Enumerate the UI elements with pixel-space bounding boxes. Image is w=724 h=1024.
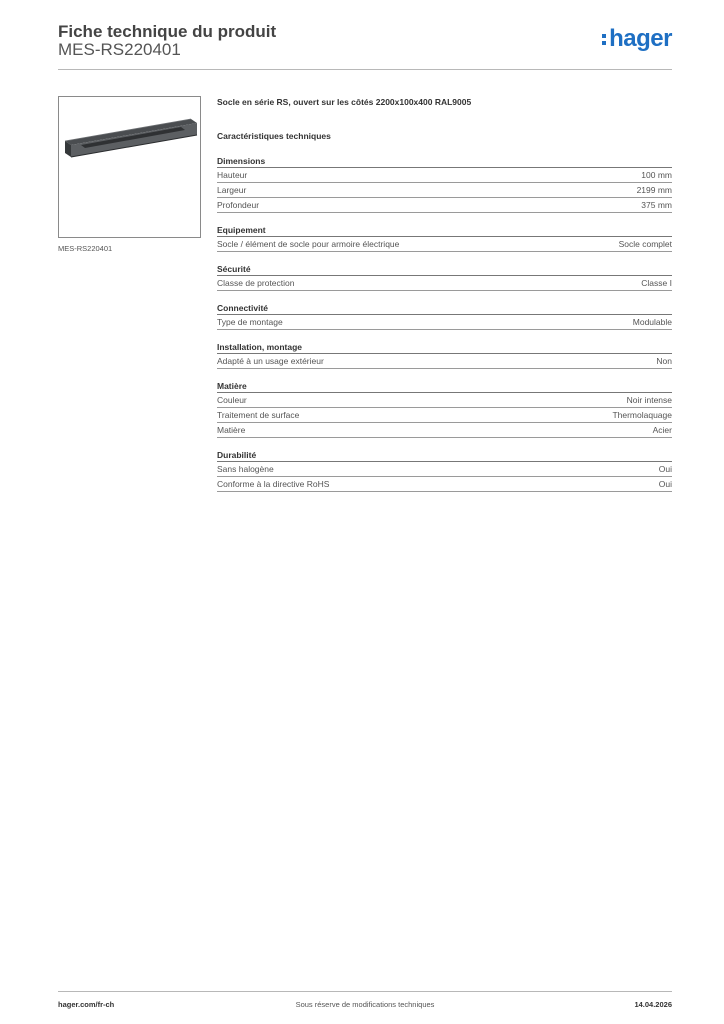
page-footer <box>58 991 672 1015</box>
footer-notice: Sous réserve de modifications techniques <box>295 1000 435 1009</box>
image-caption: MES-RS220401 <box>58 244 113 253</box>
spec-section <box>217 380 672 438</box>
spec-value: Noir intense <box>626 395 672 405</box>
logo-dots-icon <box>602 32 606 46</box>
spec-label: Largeur <box>217 185 247 195</box>
section-title: Installation, montage <box>217 341 672 354</box>
spec-row <box>217 276 672 291</box>
spec-label: Traitement de surface <box>217 410 300 420</box>
spec-value: Oui <box>658 479 672 489</box>
spec-section <box>217 302 672 330</box>
spec-row <box>217 237 672 252</box>
logo-text: hager <box>609 25 672 52</box>
product-description: Socle en série RS, ouvert sur les côtés 2200x100x400 RAL9005 <box>217 97 472 107</box>
spec-label: Hauteur <box>217 170 248 180</box>
spec-row <box>217 408 672 423</box>
spec-value: Non <box>656 356 672 366</box>
spec-row <box>217 168 672 183</box>
product-reference: MES-RS220401 <box>58 40 181 59</box>
spec-label: Matière <box>217 425 246 435</box>
spec-row <box>217 354 672 369</box>
spec-section <box>217 341 672 369</box>
section-title: Sécurité <box>217 263 672 276</box>
spec-row <box>217 198 672 213</box>
spec-value: Oui <box>658 464 672 474</box>
spec-label: Adapté à un usage extérieur <box>217 356 324 366</box>
spec-label: Conforme à la directive RoHS <box>217 479 330 489</box>
spec-row <box>217 183 672 198</box>
spec-row <box>217 477 672 492</box>
spec-sections <box>217 155 672 492</box>
spec-row <box>217 315 672 330</box>
footer-website-link[interactable]: hager.com/fr-ch <box>58 1000 115 1009</box>
specification-content <box>217 96 672 492</box>
technical-characteristics-heading: Caractéristiques techniques <box>217 131 331 141</box>
spec-value: Socle complet <box>618 239 672 249</box>
section-title: Matière <box>217 380 672 393</box>
document-title: Fiche technique du produit <box>58 22 277 41</box>
spec-value: 2199 mm <box>636 185 672 195</box>
spec-label: Profondeur <box>217 200 260 210</box>
hager-logo <box>602 24 672 54</box>
base-frame-image <box>59 97 200 237</box>
spec-value: Acier <box>652 425 672 435</box>
spec-label: Couleur <box>217 395 247 405</box>
spec-label: Socle / élément de socle pour armoire électrique <box>217 239 400 249</box>
spec-label: Sans halogène <box>217 464 274 474</box>
section-title: Equipement <box>217 224 672 237</box>
section-title: Durabilité <box>217 449 672 462</box>
spec-row <box>217 462 672 477</box>
spec-row <box>217 423 672 438</box>
spec-label: Classe de protection <box>217 278 295 288</box>
spec-row <box>217 393 672 408</box>
spec-label: Type de montage <box>217 317 283 327</box>
spec-value: 100 mm <box>641 170 672 180</box>
spec-section <box>217 263 672 291</box>
spec-value: 375 mm <box>641 200 672 210</box>
footer-date: 14.04.2026 <box>634 1000 672 1009</box>
spec-value: Modulable <box>632 317 672 327</box>
spec-value: Thermolaquage <box>612 410 672 420</box>
page-header <box>58 22 672 70</box>
section-title: Connectivité <box>217 302 672 315</box>
spec-value: Classe I <box>641 278 672 288</box>
section-title: Dimensions <box>217 155 672 168</box>
spec-section <box>217 224 672 252</box>
product-image-frame <box>58 96 201 238</box>
spec-section <box>217 155 672 213</box>
spec-section <box>217 449 672 492</box>
